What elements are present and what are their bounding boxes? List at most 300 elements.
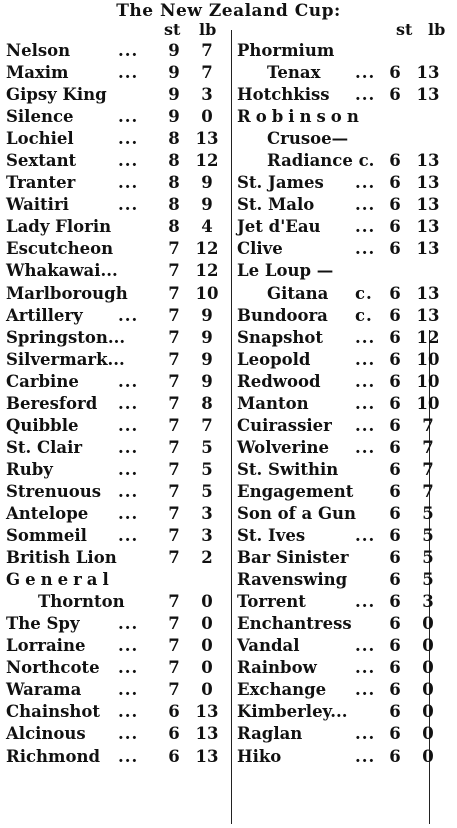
weight-stones: 7 xyxy=(168,658,180,678)
weight-stones: 6 xyxy=(389,503,401,523)
horse-name: Lady Florin xyxy=(6,217,112,237)
leader-dots: ... xyxy=(118,107,139,127)
weight-stones: 6 xyxy=(389,371,401,391)
entry-row xyxy=(6,371,228,393)
weight-stones: 6 xyxy=(389,151,401,171)
leader-dots: ... xyxy=(355,327,376,347)
entry-row xyxy=(6,746,228,768)
weight-stones: 6 xyxy=(389,415,401,435)
entry-row xyxy=(6,657,228,679)
weight-stones: 7 xyxy=(168,614,180,634)
leader-dots: ... xyxy=(355,195,376,215)
weight-pounds: 0 xyxy=(201,107,213,127)
horse-name: Lorraine xyxy=(6,636,86,656)
weight-pounds: 13 xyxy=(195,746,219,766)
leader-dots: ... xyxy=(118,503,139,523)
weight-stones: 6 xyxy=(389,481,401,501)
leader-dots: ... xyxy=(118,636,139,656)
weight-pounds: 0 xyxy=(422,658,434,678)
leader-dots: ... xyxy=(118,724,139,744)
entry-row xyxy=(6,701,228,723)
entry-row xyxy=(237,305,451,327)
entry-row xyxy=(237,437,451,459)
weight-stones: 6 xyxy=(168,702,180,722)
horse-name: Sextant xyxy=(6,151,77,171)
horse-name: Artillery xyxy=(6,305,83,325)
weight-pounds: 12 xyxy=(195,151,219,171)
entry-row xyxy=(6,84,228,106)
leader-dots: ... xyxy=(118,151,139,171)
leader-dots: ... xyxy=(118,481,139,501)
leader-dots: ... xyxy=(355,239,376,259)
leader-dots: ... xyxy=(355,658,376,678)
weight-pounds: 13 xyxy=(416,305,440,325)
horse-name: Vandal xyxy=(237,636,300,656)
weight-pounds: 5 xyxy=(201,481,213,501)
leader-dots: ... xyxy=(355,173,376,193)
weight-pounds: 3 xyxy=(201,503,213,523)
entry-row xyxy=(237,591,451,613)
weight-stones: 6 xyxy=(389,526,401,546)
entry-row xyxy=(6,525,228,547)
weight-pounds: 13 xyxy=(195,129,219,149)
weight-pounds: 9 xyxy=(201,327,213,347)
leader-dots: ... xyxy=(118,41,139,60)
entry-row xyxy=(237,260,451,282)
leader-dots: c. xyxy=(355,283,373,303)
weight-pounds: 10 xyxy=(416,393,440,413)
horse-name: Bar Sinister xyxy=(237,548,349,568)
left-st-header: st xyxy=(164,20,181,39)
entry-row xyxy=(237,150,451,172)
horse-name: Cuirassier xyxy=(237,415,332,435)
weight-stones: 6 xyxy=(389,195,401,215)
entry-row xyxy=(6,415,228,437)
left-lb-header: lb xyxy=(199,20,217,39)
entry-row xyxy=(237,349,451,371)
right-entries-column xyxy=(237,40,451,768)
entry-row xyxy=(237,128,451,150)
weight-stones: 6 xyxy=(389,680,401,700)
weight-pounds: 10 xyxy=(195,283,219,303)
leader-dots: ... xyxy=(355,636,376,656)
horse-name: Lochiel xyxy=(6,129,74,149)
weight-pounds: 0 xyxy=(201,592,213,612)
weight-stones: 6 xyxy=(168,746,180,766)
weight-stones: 6 xyxy=(389,592,401,612)
weight-pounds: 13 xyxy=(416,151,440,171)
horse-name: Tranter xyxy=(6,173,76,193)
leader-dots: ... xyxy=(118,746,139,766)
weight-stones: 7 xyxy=(168,526,180,546)
leader-dots: ... xyxy=(355,724,376,744)
leader-dots: ... xyxy=(118,393,139,413)
weight-stones: 6 xyxy=(389,349,401,369)
entry-row xyxy=(237,701,451,723)
entry-row xyxy=(6,216,228,238)
leader-dots: ... xyxy=(355,63,376,83)
weight-stones: 7 xyxy=(168,459,180,479)
weight-stones: 7 xyxy=(168,371,180,391)
horse-name: Le Loup — xyxy=(237,261,334,281)
leader-dots: ... xyxy=(118,305,139,325)
entry-row xyxy=(237,481,451,503)
horse-name: British Lion xyxy=(6,548,117,568)
weight-pounds: 12 xyxy=(195,261,219,281)
weight-pounds: 9 xyxy=(201,349,213,369)
horse-name: Carbine xyxy=(6,371,79,391)
weight-pounds: 7 xyxy=(422,437,434,457)
horse-name: Clive xyxy=(237,239,283,259)
weight-stones: 6 xyxy=(389,724,401,744)
weight-pounds: 4 xyxy=(201,217,213,237)
weight-stones: 8 xyxy=(168,151,180,171)
right-lb-header: lb xyxy=(428,20,446,39)
horse-name: Quibble xyxy=(6,415,79,435)
horse-name: Jet d'Eau xyxy=(237,217,321,237)
weight-stones: 7 xyxy=(168,283,180,303)
weight-pounds: 12 xyxy=(195,239,219,259)
weight-pounds: 0 xyxy=(422,636,434,656)
entry-row xyxy=(237,746,451,768)
horse-name: St. Swithin xyxy=(237,459,339,479)
horse-name: Leopold xyxy=(237,349,311,369)
weight-pounds: 9 xyxy=(201,173,213,193)
entry-row xyxy=(6,194,228,216)
weight-pounds: 13 xyxy=(195,702,219,722)
weight-stones: 6 xyxy=(389,548,401,568)
weight-stones: 6 xyxy=(389,305,401,325)
weight-pounds: 0 xyxy=(201,614,213,634)
entry-row xyxy=(6,635,228,657)
horse-name: Exchange xyxy=(237,680,327,700)
weight-pounds: 0 xyxy=(422,702,434,722)
horse-name: Torrent xyxy=(237,592,306,612)
leader-dots: ... xyxy=(355,526,376,546)
weight-pounds: 0 xyxy=(422,746,434,766)
weight-stones: 6 xyxy=(389,283,401,303)
weight-pounds: 9 xyxy=(201,305,213,325)
horse-name: Springston... xyxy=(6,327,126,347)
entry-row xyxy=(237,172,451,194)
weight-stones: 7 xyxy=(168,592,180,612)
horse-name: Radiance c. xyxy=(267,151,375,171)
weight-stones: 6 xyxy=(389,570,401,590)
weight-stones: 6 xyxy=(389,217,401,237)
weight-pounds: 13 xyxy=(416,195,440,215)
weight-pounds: 0 xyxy=(422,724,434,744)
entry-row xyxy=(237,503,451,525)
horse-name: General xyxy=(6,570,114,590)
entry-row xyxy=(237,679,451,701)
entry-row xyxy=(6,503,228,525)
entry-row xyxy=(6,40,228,62)
horse-name: Engagement xyxy=(237,481,354,501)
entry-row xyxy=(6,62,228,84)
weight-stones: 7 xyxy=(168,349,180,369)
weight-stones: 6 xyxy=(389,173,401,193)
weight-stones: 8 xyxy=(168,195,180,215)
entry-row xyxy=(237,393,451,415)
leader-dots: ... xyxy=(355,592,376,612)
entry-row xyxy=(6,260,228,282)
entry-row xyxy=(237,547,451,569)
weight-pounds: 13 xyxy=(416,217,440,237)
entry-row xyxy=(6,679,228,701)
weight-stones: 8 xyxy=(168,173,180,193)
weight-stones: 6 xyxy=(389,393,401,413)
entry-row xyxy=(237,238,451,260)
entry-row xyxy=(6,238,228,260)
leader-dots: ... xyxy=(118,459,139,479)
horse-name: Enchantress xyxy=(237,614,352,634)
weight-pounds: 3 xyxy=(201,526,213,546)
leader-dots: ... xyxy=(118,173,139,193)
weight-pounds: 10 xyxy=(416,371,440,391)
entry-row xyxy=(6,305,228,327)
weight-stones: 7 xyxy=(168,548,180,568)
weight-pounds: 8 xyxy=(201,393,213,413)
leader-dots: ... xyxy=(118,526,139,546)
horse-name: The Spy xyxy=(6,614,80,634)
weight-stones: 6 xyxy=(389,636,401,656)
weight-pounds: 13 xyxy=(416,85,440,105)
weight-pounds: 0 xyxy=(201,680,213,700)
weight-pounds: 13 xyxy=(416,173,440,193)
weight-pounds: 9 xyxy=(201,371,213,391)
horse-name: Warama xyxy=(6,680,82,700)
entry-row xyxy=(6,327,228,349)
weight-pounds: 2 xyxy=(201,548,213,568)
horse-name: Tenax xyxy=(267,63,321,83)
entry-row xyxy=(237,283,451,305)
weight-stones: 6 xyxy=(389,85,401,105)
entry-row xyxy=(6,393,228,415)
leader-dots: ... xyxy=(355,746,376,766)
horse-name: Phormium xyxy=(237,41,335,60)
horse-name: St. Clair xyxy=(6,437,83,457)
entry-row xyxy=(6,349,228,371)
horse-name: St. Ives xyxy=(237,526,306,546)
leader-dots: ... xyxy=(118,129,139,149)
entry-row xyxy=(237,216,451,238)
horse-name: Richmond xyxy=(6,746,101,766)
entry-row xyxy=(237,459,451,481)
leader-dots: ... xyxy=(118,415,139,435)
weight-stones: 7 xyxy=(168,393,180,413)
horse-name: Silence xyxy=(6,107,74,127)
weight-pounds: 5 xyxy=(422,570,434,590)
weight-stones: 8 xyxy=(168,217,180,237)
entry-row xyxy=(237,371,451,393)
right-st-header: st xyxy=(396,20,413,39)
column-divider-left xyxy=(231,30,232,824)
leader-dots: ... xyxy=(355,85,376,105)
entry-row xyxy=(6,723,228,745)
weight-stones: 6 xyxy=(389,437,401,457)
weight-stones: 6 xyxy=(389,327,401,347)
horse-name: Marlborough xyxy=(6,283,128,303)
weight-stones: 7 xyxy=(168,437,180,457)
weight-pounds: 0 xyxy=(422,680,434,700)
weight-stones: 6 xyxy=(389,63,401,83)
entry-row xyxy=(6,437,228,459)
entry-row xyxy=(6,283,228,305)
weight-stones: 6 xyxy=(389,746,401,766)
weight-pounds: 5 xyxy=(201,437,213,457)
entry-row xyxy=(237,569,451,591)
weight-stones: 7 xyxy=(168,680,180,700)
weight-stones: 9 xyxy=(168,85,180,105)
leader-dots: ... xyxy=(355,393,376,413)
weight-stones: 7 xyxy=(168,415,180,435)
entry-row xyxy=(6,481,228,503)
horse-name: Nelson xyxy=(6,41,71,60)
horse-name: St. James xyxy=(237,173,324,193)
horse-name: Northcote xyxy=(6,658,100,678)
weight-pounds: 13 xyxy=(416,63,440,83)
weight-stones: 7 xyxy=(168,636,180,656)
entry-row xyxy=(237,106,451,128)
weight-pounds: 0 xyxy=(201,658,213,678)
weight-stones: 6 xyxy=(389,239,401,259)
weight-pounds: 0 xyxy=(422,614,434,634)
weight-pounds: 7 xyxy=(422,481,434,501)
weight-pounds: 7 xyxy=(422,459,434,479)
weight-stones: 7 xyxy=(168,239,180,259)
weight-stones: 9 xyxy=(168,63,180,83)
weight-stones: 7 xyxy=(168,305,180,325)
horse-name: Beresford xyxy=(6,393,98,413)
left-entries-column xyxy=(6,40,228,768)
weight-pounds: 12 xyxy=(416,327,440,347)
weight-pounds: 3 xyxy=(422,592,434,612)
weight-stones: 6 xyxy=(389,614,401,634)
leader-dots: ... xyxy=(118,371,139,391)
weight-stones: 9 xyxy=(168,41,180,60)
weight-pounds: 5 xyxy=(201,459,213,479)
entry-row xyxy=(237,327,451,349)
horse-name: Wolverine xyxy=(237,437,329,457)
entry-row xyxy=(6,547,228,569)
horse-name: Ruby xyxy=(6,459,53,479)
table-title: The New Zealand Cup: xyxy=(116,1,341,21)
weight-stones: 6 xyxy=(389,459,401,479)
horse-name: Crusoe— xyxy=(267,129,349,149)
horse-name: Strenuous xyxy=(6,481,102,501)
entry-row xyxy=(237,635,451,657)
leader-dots: c. xyxy=(355,305,373,325)
weight-stones: 7 xyxy=(168,327,180,347)
horse-name: Escutcheon xyxy=(6,239,114,259)
entry-row xyxy=(237,415,451,437)
horse-name: Son of a Gun xyxy=(237,503,357,523)
horse-name: Gitana xyxy=(267,283,329,303)
leader-dots: ... xyxy=(118,702,139,722)
leader-dots: ... xyxy=(355,371,376,391)
weight-pounds: 3 xyxy=(201,85,213,105)
horse-name: Chainshot xyxy=(6,702,100,722)
horse-name: Bundoora xyxy=(237,305,328,325)
horse-name: Thornton xyxy=(38,592,125,612)
entry-row xyxy=(6,128,228,150)
entry-row xyxy=(237,657,451,679)
leader-dots: ... xyxy=(118,614,139,634)
horse-name: St. Malo xyxy=(237,195,315,215)
weight-pounds: 7 xyxy=(422,415,434,435)
leader-dots: ... xyxy=(355,415,376,435)
weight-pounds: 10 xyxy=(416,349,440,369)
weight-stones: 9 xyxy=(168,107,180,127)
horse-name: Hiko xyxy=(237,746,282,766)
horse-name: Gipsy King xyxy=(6,85,107,105)
entry-row xyxy=(237,525,451,547)
horse-name: Silvermark... xyxy=(6,349,125,369)
weight-pounds: 0 xyxy=(201,636,213,656)
leader-dots: ... xyxy=(355,437,376,457)
horse-name: Sommeil xyxy=(6,526,87,546)
weight-pounds: 13 xyxy=(416,239,440,259)
weight-stones: 6 xyxy=(389,658,401,678)
horse-name: Maxim xyxy=(6,63,69,83)
leader-dots: ... xyxy=(118,195,139,215)
entry-row xyxy=(6,569,228,591)
leader-dots: ... xyxy=(355,349,376,369)
horse-name: Hotchkiss xyxy=(237,85,330,105)
entry-row xyxy=(237,62,451,84)
leader-dots: ... xyxy=(118,437,139,457)
horse-name: Raglan xyxy=(237,724,303,744)
weight-pounds: 7 xyxy=(201,63,213,83)
weight-pounds: 5 xyxy=(422,548,434,568)
horse-name: Redwood xyxy=(237,371,321,391)
weight-pounds: 13 xyxy=(195,724,219,744)
leader-dots: ... xyxy=(355,217,376,237)
entry-row xyxy=(6,150,228,172)
leader-dots: ... xyxy=(118,658,139,678)
horse-name: Ravenswing xyxy=(237,570,348,590)
entry-row xyxy=(237,613,451,635)
weight-pounds: 7 xyxy=(201,415,213,435)
weight-stones: 7 xyxy=(168,503,180,523)
entry-row xyxy=(6,613,228,635)
horse-name: Snapshot xyxy=(237,327,324,347)
entry-row xyxy=(237,40,451,62)
entry-row xyxy=(6,106,228,128)
entry-row xyxy=(237,84,451,106)
entry-row xyxy=(6,172,228,194)
horse-name: Antelope xyxy=(6,503,89,523)
horse-name: Manton xyxy=(237,393,309,413)
horse-name: Alcinous xyxy=(6,724,86,744)
leader-dots: ... xyxy=(355,680,376,700)
entry-row xyxy=(237,194,451,216)
weight-stones: 6 xyxy=(168,724,180,744)
entry-row xyxy=(237,723,451,745)
weight-stones: 8 xyxy=(168,129,180,149)
weight-pounds: 5 xyxy=(422,503,434,523)
horse-name: Whakawai... xyxy=(6,261,118,281)
leader-dots: ... xyxy=(118,680,139,700)
entry-row xyxy=(6,459,228,481)
weight-pounds: 5 xyxy=(422,526,434,546)
weight-pounds: 7 xyxy=(201,41,213,60)
weight-stones: 6 xyxy=(389,702,401,722)
horse-name: Waitiri xyxy=(6,195,69,215)
weight-pounds: 9 xyxy=(201,195,213,215)
weight-pounds: 13 xyxy=(416,283,440,303)
horse-name: Rainbow xyxy=(237,658,317,678)
